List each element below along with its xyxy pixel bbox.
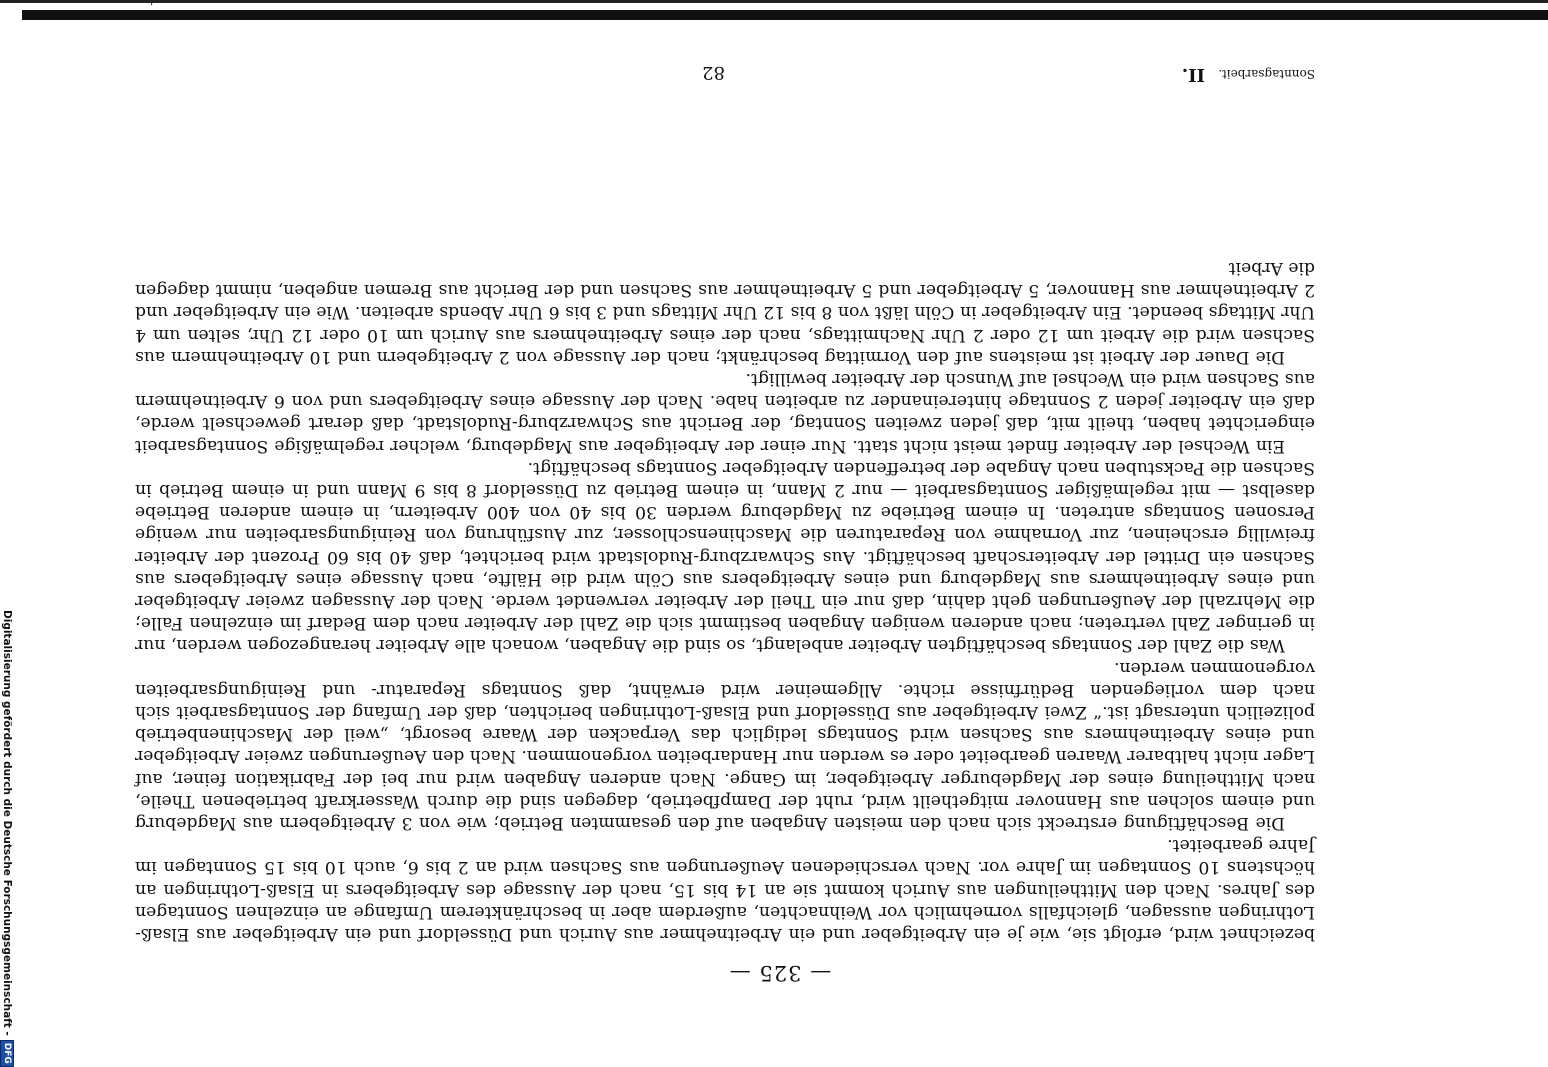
dfg-logo: DFG [0, 1040, 14, 1067]
credit-text: Digitalisierung gefördert durch die Deutsche Forschungsgemeinschaft - [1, 610, 13, 1036]
printed-page-rotated [135, 18, 1425, 993]
paragraph-3: Was die Zahl der Sonntags beschäftigten Arbeiter anbelangt, so sind die Angaben, wonach alle Arbeiter herangezogen werden, nur in geringer Zahl vertreten; nach anderen wenigen Angaben bestimmt sich die Zahl der Arbeiter nach dem Bedarf im einzelnen Falle; die Mehrzahl der Aeußerungen geht dahin, daß nur ein Theil der Arbeiter verwendet werde. Nach der Aussagen zweier Arbeitgeber und eines Arbeitnehmers aus Magdeburg und eines Arbeitgebers aus Cöln wird die Hälfte, nach Aussage eines Arbeitgebers aus Sachsen ein Drittel der Arbeiterschaft beschäftigt. Aus Schwarzburg-Rudolstadt wird berichtet, daß 40 bis 60 Prozent der Arbeiter freiwillig erscheinen, zur Vornahme von Reparaturen die Maschinenschlosser, zur Ausführung von Reinigungsarbeiten nur wenige Personen Sonntags antreten. In einem Betriebe zu Magdeburg werden 30 bis 40 von 400 Arbeitern, in einem anderen Betriebe daselbst — mit regelmäßiger Sonntagsarbeit — nur 2 Mann, in einem Betrieb zu Düsseldorf 8 bis 9 Mann und in einem Betrieb in Sachsen die Packstuben nach Angabe der betreffenden Arbeitgeber Sonntags beschäftigt. [135, 457, 1315, 656]
signature-label: Sonntagsarbeit. [1218, 67, 1315, 81]
paragraph-1: bezeichnet wird, erfolgt sie, wie je ein Arbeitgeber und ein Arbeitnehmer aus Aurich und Düsseldorf und ein Arbeitgeber aus Elsaß-Lothringen aussagen, gleichfalls vornehmlich vor Weihnachten, außerdem aber in beschränkterem Umfange an einzelnen Sonntagen des Jahres. Nach den Mittheilungen aus Aurich kommt sie an 14 bis 15, nach der Aussage des Arbeitgebers in Elsaß-Lothringen an höchstens 10 Sonntagen im Jahre vor. Nach verschiedenen Aeußerungen aus Sachsen wird an 2 bis 6, auch 10 bis 15 Sonntagen im Jahre gearbeitet. [135, 835, 1315, 944]
page-footer [135, 41, 1315, 85]
sheet-number: 82 [702, 62, 725, 83]
page-number: — 325 — [728, 961, 832, 985]
paragraph-2: Die Beschäftigung erstreckt sich nach den meisten Angaben auf den gesammten Betrieb; wie von 3 Arbeitgebern aus Magdeburg und einem solchen aus Hannover mitgetheilt wird, ruht der Dampfbetrieb, dagegen sind die durch Wasserkraft betriebenen Theile, nach Mittheilung eines der Magdeburger Arbeitgeber, im Gange. Nach anderen Angaben wird nur bei der Fabrikation feiner, auf Lager nicht haltbarer Waaren gearbeitet oder es werden nur Handarbeiten vorgenommen. Nach den Aeußerungen zweier Arbeitgeber und eines Arbeitnehmers aus Sachsen wird Sonntags lediglich das Verpacken der Waare besorgt, „weil der Maschinenbetrieb polizeilich untersagt ist.“ Zwei Arbeitgeber aus Düsseldorf und Elsaß-Lothringen berichten, daß der Umfang der Sonntagsarbeit sich nach dem vorliegenden Bedürfnisse richte. Allgemeiner wird erwähnt, daß Sonntags Reparatur- und Reinigungsarbeiten vorgenommen werden. [135, 657, 1315, 833]
body-text [135, 257, 1315, 945]
scan-border-thin [0, 0, 1548, 3]
paragraph-4: Ein Wechsel der Arbeiter findet meist nicht statt. Nur einer der Arbeitgeber aus Magdeburg, welcher regelmäßige Sonntagsarbeit eingerichtet haben, theilt mit, daß jeden zweiten Sonntag, der Bericht aus Schwarzburg-Rudolstadt, daß derart gewechselt werde, daß ein Arbeiter jeden 2 Sonntage hintereinander zu arbeiten habe. Nach der Aussage eines Arbeitgebers und von 6 Arbeitnehmern aus Sachsen wird ein Wechsel auf Wunsch der Arbeiter bewilligt. [135, 368, 1315, 456]
signature-mark: II. [1181, 64, 1205, 85]
paragraph-5: Die Dauer der Arbeit ist meistens auf den Vormittag beschränkt; nach der Aussage von 2 Arbeitgebern und 10 Arbeitnehmern aus Sachsen wird die Arbeit um 12 oder 2 Uhr Nachmittags, nach der eines Arbeitnehmers aus Aurich um 10 oder 12 Uhr, selten um 4 Uhr Mittags beendet. Ein Arbeitgeber in Cöln läßt von 8 bis 12 Uhr Mittags und 3 bis 6 Uhr Abends arbeiten. Wie ein Arbeitgeber und 2 Arbeitnehmer aus Hannover, 5 Arbeitgeber und 5 Arbeitnehmer aus Sachsen und der Bericht aus Bremen angeben, nimmt dagegen die Arbeit [135, 257, 1315, 367]
corner-mark: ' [150, 0, 154, 14]
digitization-credit [0, 610, 14, 1064]
